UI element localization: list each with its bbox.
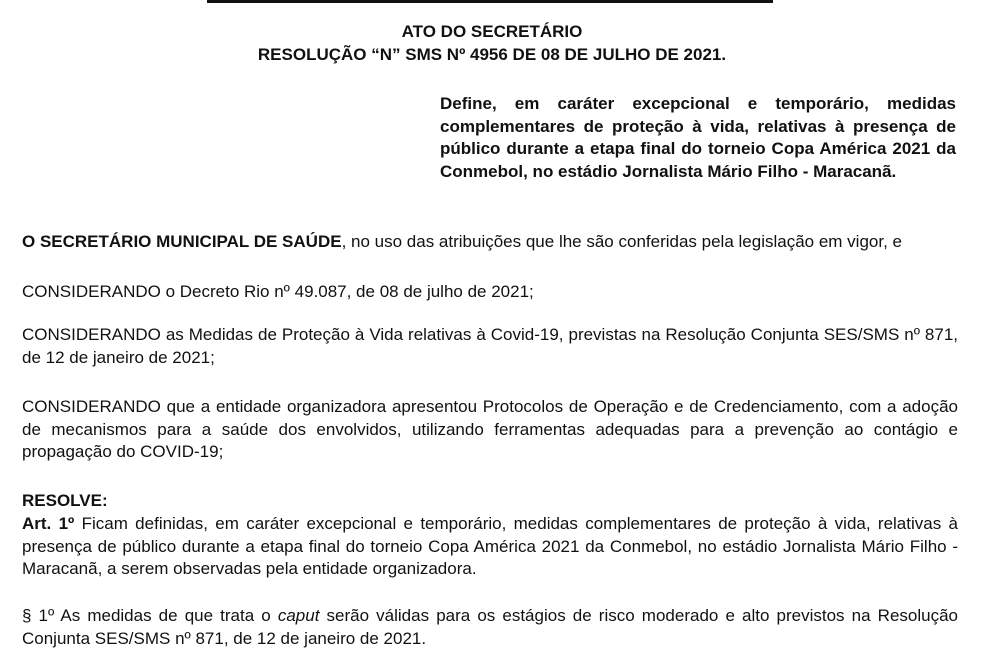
document-title: ATO DO SECRETÁRIO	[401, 22, 583, 41]
resolve-heading: RESOLVE:	[22, 491, 108, 510]
article-1-text: Ficam definidas, em caráter excepcional e temporário, medidas complementares de proteção à vida, relativas à presença de público durante a etapa final do torneio Copa América 2021 da Conmebol, no estádio Jornalista Mário Filho - Maracanã, a serem observadas pela entidade organizadora.	[22, 514, 958, 578]
top-divider	[207, 0, 773, 3]
paragraph-1-text-start: § 1º As medidas de que trata o	[22, 606, 278, 625]
article-1-label: Art. 1º	[22, 514, 75, 533]
ementa: Define, em caráter excepcional e temporário, medidas complementares de proteção à vida, relativas à presença de público durante a etapa final do torneio Copa América 2021 da Conmebol, no estádio Jornalista Mário Filho - Maracanã.	[440, 94, 956, 181]
considerando-paragraph-2: CONSIDERANDO as Medidas de Proteção à Vida relativas à Covid-19, previstas na Resolução Conjunta SES/SMS nº 871, de 12 de janeiro de 2021;	[22, 325, 958, 367]
considerando-paragraph-3: CONSIDERANDO que a entidade organizadora apresentou Protocolos de Operação e de Credenciamento, com a adoção de mecanismos para a saúde dos envolvidos, utilizando ferramentas adequadas para a prevenção ao contágio e propagação do COVID-19;	[22, 397, 958, 461]
considerando-paragraph-1: CONSIDERANDO o Decreto Rio nº 49.087, de 08 de julho de 2021;	[22, 282, 534, 301]
paragraph-1-text-end: serão válidas para os estágios de risco moderado e alto previstos na Resolução Conjunta SES/SMS nº 871, de 12 de janeiro de 2021.	[22, 606, 958, 648]
paragraph-1-caput: caput	[277, 606, 320, 625]
resolution-heading: RESOLUÇÃO “N” SMS Nº 4956 DE 08 DE JULHO DE 2021.	[257, 45, 727, 64]
paragraph-1	[22, 605, 958, 650]
intro-text: , no uso das atribuições que lhe são conferidas pela legislação em vigor, e	[341, 232, 902, 251]
article-1	[22, 513, 958, 581]
intro-authority: O SECRETÁRIO MUNICIPAL DE SAÚDE	[22, 232, 342, 251]
intro-paragraph	[22, 231, 958, 254]
